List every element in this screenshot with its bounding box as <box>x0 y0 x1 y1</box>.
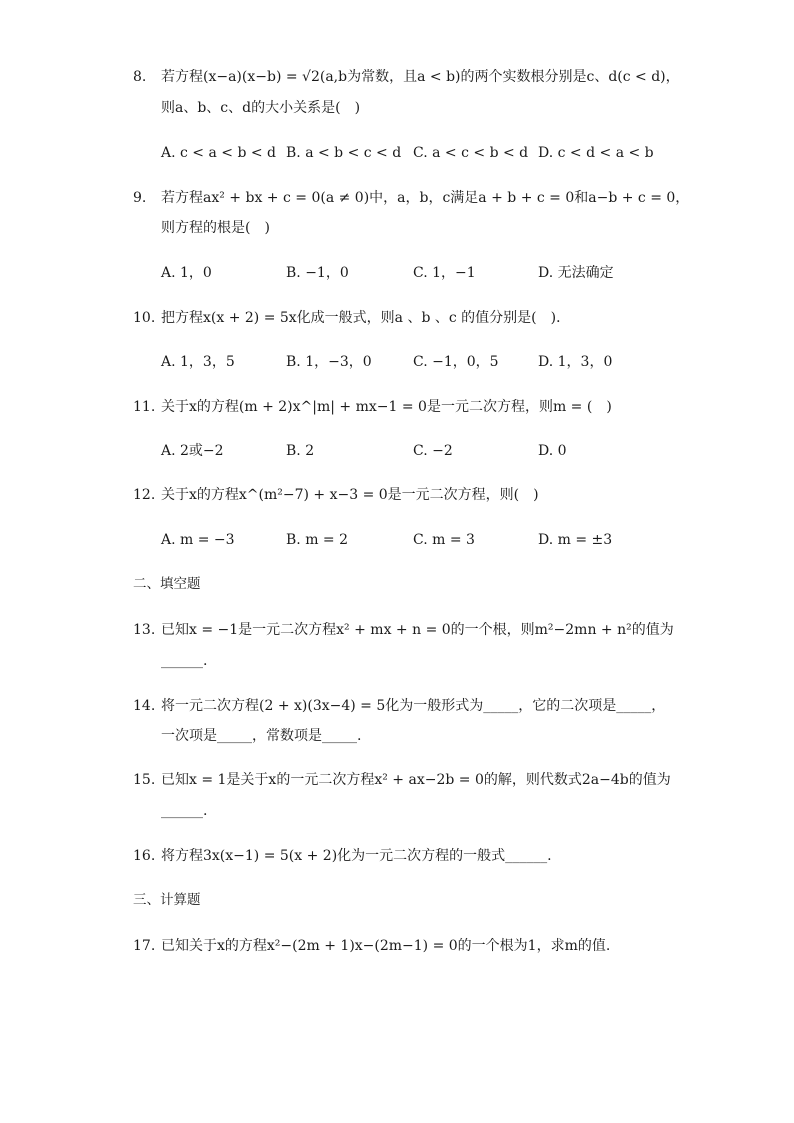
question-text: 已知关于x的方程x²−(2m + 1)x−(2m−1) = 0的一个根为1，求m的值. <box>161 938 611 954</box>
question-number: 17. <box>133 938 156 954</box>
question-text: 已知x = 1是关于x的一元二次方程x² + ax−2b = 0的解，则代数式2a−4b的值为 <box>161 772 671 788</box>
question-number: 16. <box>133 848 156 864</box>
option-a: A. m = −3 <box>161 532 235 548</box>
question-12-options <box>161 530 701 550</box>
question-15-line2: ______. <box>161 803 208 819</box>
section-heading-calculation: 三、计算题 <box>133 892 201 908</box>
question-text: 若方程(x−a)(x−b) = √2(a,b为常数，且a < b)的两个实数根分别是c、d(c < d)， <box>161 69 680 85</box>
option-b: B. 1，−3，0 <box>286 354 372 370</box>
question-13 <box>133 620 693 640</box>
option-b: B. 2 <box>286 443 315 459</box>
question-10-options <box>161 352 701 372</box>
option-a: A. 1，3，5 <box>161 354 235 370</box>
option-c: C. −1，0，5 <box>413 354 499 370</box>
question-8-line2: 则a、b、c、d的大小关系是( ) <box>161 100 361 116</box>
section-heading-fill-in: 二、填空题 <box>133 576 201 592</box>
question-number: 11. <box>133 399 156 415</box>
option-b: B. m = 2 <box>286 532 349 548</box>
option-c: C. −2 <box>413 443 453 459</box>
question-14-line2: 一次项是_____，常数项是_____. <box>161 728 362 744</box>
question-text: 若方程ax² + bx + c = 0(a ≠ 0)中，a，b，c满足a + b + c = 0和a−b + c = 0， <box>161 190 690 206</box>
question-text: 把方程x(x + 2) = 5x化成一般式，则a 、b 、c 的值分别是( )． <box>161 310 571 326</box>
question-9-options <box>161 263 701 283</box>
question-9 <box>133 188 693 208</box>
question-text: 关于x的方程x^(m²−7) + x−3 = 0是一元二次方程，则( ) <box>161 487 539 503</box>
option-b: B. a < b < c < d <box>286 145 402 161</box>
option-c: C. 1，−1 <box>413 265 476 281</box>
option-a: A. c < a < b < d <box>161 145 277 161</box>
question-9-line2: 则方程的根是( ) <box>161 220 270 236</box>
option-d: D. c < d < a < b <box>538 145 654 161</box>
option-d: D. 0 <box>538 443 567 459</box>
option-c: C. m = 3 <box>413 532 475 548</box>
question-11-options <box>161 441 701 461</box>
question-15 <box>133 770 693 790</box>
question-10 <box>133 308 693 328</box>
question-8 <box>133 67 693 87</box>
question-12 <box>133 485 693 505</box>
question-number: 13. <box>133 622 156 638</box>
question-8-options <box>161 143 701 163</box>
question-14 <box>133 696 693 716</box>
question-number: 14. <box>133 698 156 714</box>
option-b: B. −1，0 <box>286 265 349 281</box>
question-11 <box>133 397 693 417</box>
question-number: 12. <box>133 487 156 503</box>
option-a: A. 1，0 <box>161 265 212 281</box>
question-number: 9. <box>133 190 147 206</box>
option-d: D. m = ±3 <box>538 532 613 548</box>
question-number: 10. <box>133 310 156 326</box>
option-d: D. 1，3，0 <box>538 354 613 370</box>
option-c: C. a < c < b < d <box>413 145 529 161</box>
question-17 <box>133 936 693 956</box>
question-text: 将方程3x(x−1) = 5(x + 2)化为一元二次方程的一般式______. <box>161 848 552 864</box>
question-text: 将一元二次方程(2 + x)(3x−4) = 5化为一般形式为_____，它的二次项是_____， <box>161 698 666 714</box>
question-16 <box>133 846 693 866</box>
option-a: A. 2或−2 <box>161 443 224 459</box>
question-text: 关于x的方程(m + 2)x^|m| + mx−1 = 0是一元二次方程，则m = ( ) <box>161 399 612 415</box>
question-number: 15. <box>133 772 156 788</box>
question-number: 8. <box>133 69 147 85</box>
question-13-line2: ______. <box>161 653 208 669</box>
option-d: D. 无法确定 <box>538 265 614 281</box>
question-text: 已知x = −1是一元二次方程x² + mx + n = 0的一个根，则m²−2mn + n²的值为 <box>161 622 674 638</box>
